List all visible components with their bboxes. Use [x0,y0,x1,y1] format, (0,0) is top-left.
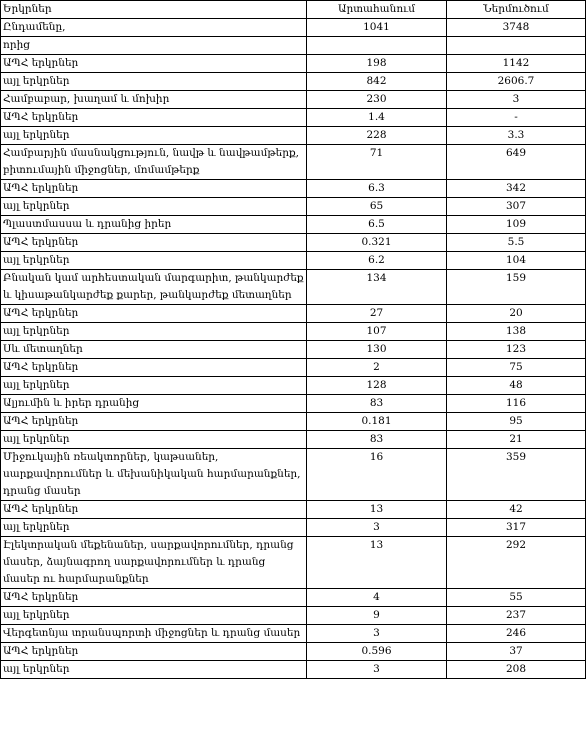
row-label: ԱՊՀ երկրներ [1,234,307,252]
table-row [1,198,586,216]
import-value: 95 [447,413,586,431]
row-label: Պլաստմասսա և դրանից իրեր [1,216,307,234]
import-value: 292 [447,537,586,589]
import-value: 104 [447,252,586,270]
import-value: 37 [447,643,586,661]
table-row [1,501,586,519]
column-header-import: Ներմուծում [447,1,586,19]
import-value [447,37,586,55]
export-value: 65 [307,198,447,216]
table-row [1,216,586,234]
table-row [1,305,586,323]
table-row [1,37,586,55]
import-value: 55 [447,589,586,607]
row-label: Ալյումին և իրեր դրանից [1,395,307,413]
table-row [1,323,586,341]
import-value: 3 [447,91,586,109]
export-value: 3 [307,519,447,537]
export-value: 9 [307,607,447,625]
table-row [1,413,586,431]
table-row [1,145,586,180]
table-row [1,270,586,305]
import-value: 109 [447,216,586,234]
import-value: 159 [447,270,586,305]
row-label: ԱՊՀ երկրներ [1,55,307,73]
row-label: այլ երկրներ [1,252,307,270]
export-value: 83 [307,395,447,413]
export-value: 2 [307,359,447,377]
export-value: 6.2 [307,252,447,270]
table-row [1,661,586,679]
row-label: այլ երկրներ [1,127,307,145]
import-value: 116 [447,395,586,413]
row-label: այլ երկրներ [1,607,307,625]
table-row [1,625,586,643]
import-value: 42 [447,501,586,519]
row-label: Համբաբար, խաղամ և մոխիր [1,91,307,109]
import-value: 2606.7 [447,73,586,91]
row-label: Ընդամենը, [1,19,307,37]
row-label: ԱՊՀ երկրներ [1,413,307,431]
export-value: 27 [307,305,447,323]
row-label: ԱՊՀ երկրներ [1,305,307,323]
table-row [1,449,586,501]
import-value: 1142 [447,55,586,73]
table-row [1,109,586,127]
table-row [1,127,586,145]
import-value: 21 [447,431,586,449]
import-value: 20 [447,305,586,323]
import-value: 3748 [447,19,586,37]
table-row [1,252,586,270]
import-value: 359 [447,449,586,501]
row-label: Էլեկտրական մեքենաներ, սարքավորումներ, դրանց մասեր, ձայնագրող սարքավորումներ և դրանց մասեր ու հարմարանքներ [1,537,307,589]
import-value: 48 [447,377,586,395]
row-label: Վերգետնյա տրանսպորտի միջոցներ և դրանց մասեր [1,625,307,643]
export-value: 4 [307,589,447,607]
export-value: 6.3 [307,180,447,198]
import-value: 649 [447,145,586,180]
row-label: Սև մետաղներ [1,341,307,359]
export-value: 83 [307,431,447,449]
export-value: 0.321 [307,234,447,252]
export-value: 134 [307,270,447,305]
table-row [1,91,586,109]
export-value: 842 [307,73,447,91]
export-value: 0.181 [307,413,447,431]
row-label: ԱՊՀ երկրներ [1,359,307,377]
export-value: 130 [307,341,447,359]
import-value: 123 [447,341,586,359]
table-row [1,73,586,91]
export-value: 6.5 [307,216,447,234]
column-header-export: Արտահանում [307,1,447,19]
table-row [1,431,586,449]
table-row [1,234,586,252]
row-label: այլ երկրներ [1,519,307,537]
import-value: 237 [447,607,586,625]
import-value: 307 [447,198,586,216]
row-label: Միջուկային ռեակտորներ, կաթսաներ, սարքավորումներ և մեխանիկական հարմարանքներ, դրանց մասեր [1,449,307,501]
export-value: 71 [307,145,447,180]
import-value: 75 [447,359,586,377]
export-value: 228 [307,127,447,145]
import-value: 208 [447,661,586,679]
export-value: 16 [307,449,447,501]
row-label: ԱՊՀ երկրներ [1,180,307,198]
row-label: Բնական կամ արհեստական մարգարիտ, թանկարժեք և կիսաթանկարժեք քարեր, թանկարժեք մետաղներ [1,270,307,305]
export-value: 1.4 [307,109,447,127]
export-value [307,37,447,55]
export-value: 128 [307,377,447,395]
row-label: այլ երկրներ [1,661,307,679]
table-body [1,19,586,679]
row-label: ԱՊՀ երկրներ [1,643,307,661]
table-row [1,607,586,625]
export-value: 13 [307,537,447,589]
row-label: այլ երկրներ [1,73,307,91]
row-label: այլ երկրներ [1,377,307,395]
table-row [1,643,586,661]
export-value: 198 [307,55,447,73]
row-label: Համբարյին մասնակցություն, նավթ և նավթամթերք, բիտումային միջոցներ, մոմամթերք [1,145,307,180]
import-value: 138 [447,323,586,341]
row-label: ԱՊՀ երկրներ [1,589,307,607]
table-row [1,589,586,607]
table-row [1,359,586,377]
export-value: 1041 [307,19,447,37]
import-value: 317 [447,519,586,537]
table-row [1,377,586,395]
table-row [1,519,586,537]
row-label: որից [1,37,307,55]
row-label: ԱՊՀ երկրներ [1,109,307,127]
row-label: ԱՊՀ երկրներ [1,501,307,519]
table-row [1,55,586,73]
import-value: 342 [447,180,586,198]
row-label: այլ երկրներ [1,323,307,341]
table-row [1,180,586,198]
import-value: 3.3 [447,127,586,145]
table-row [1,341,586,359]
header-row [1,1,586,19]
export-value: 3 [307,661,447,679]
export-value: 13 [307,501,447,519]
import-value: 5.5 [447,234,586,252]
table-row [1,395,586,413]
row-label: այլ երկրներ [1,431,307,449]
export-value: 0.596 [307,643,447,661]
export-value: 3 [307,625,447,643]
table-row [1,19,586,37]
export-value: 230 [307,91,447,109]
row-label: այլ երկրներ [1,198,307,216]
import-value: - [447,109,586,127]
table-row [1,537,586,589]
export-value: 107 [307,323,447,341]
import-value: 246 [447,625,586,643]
column-header-countries: Երկրներ [1,1,307,19]
